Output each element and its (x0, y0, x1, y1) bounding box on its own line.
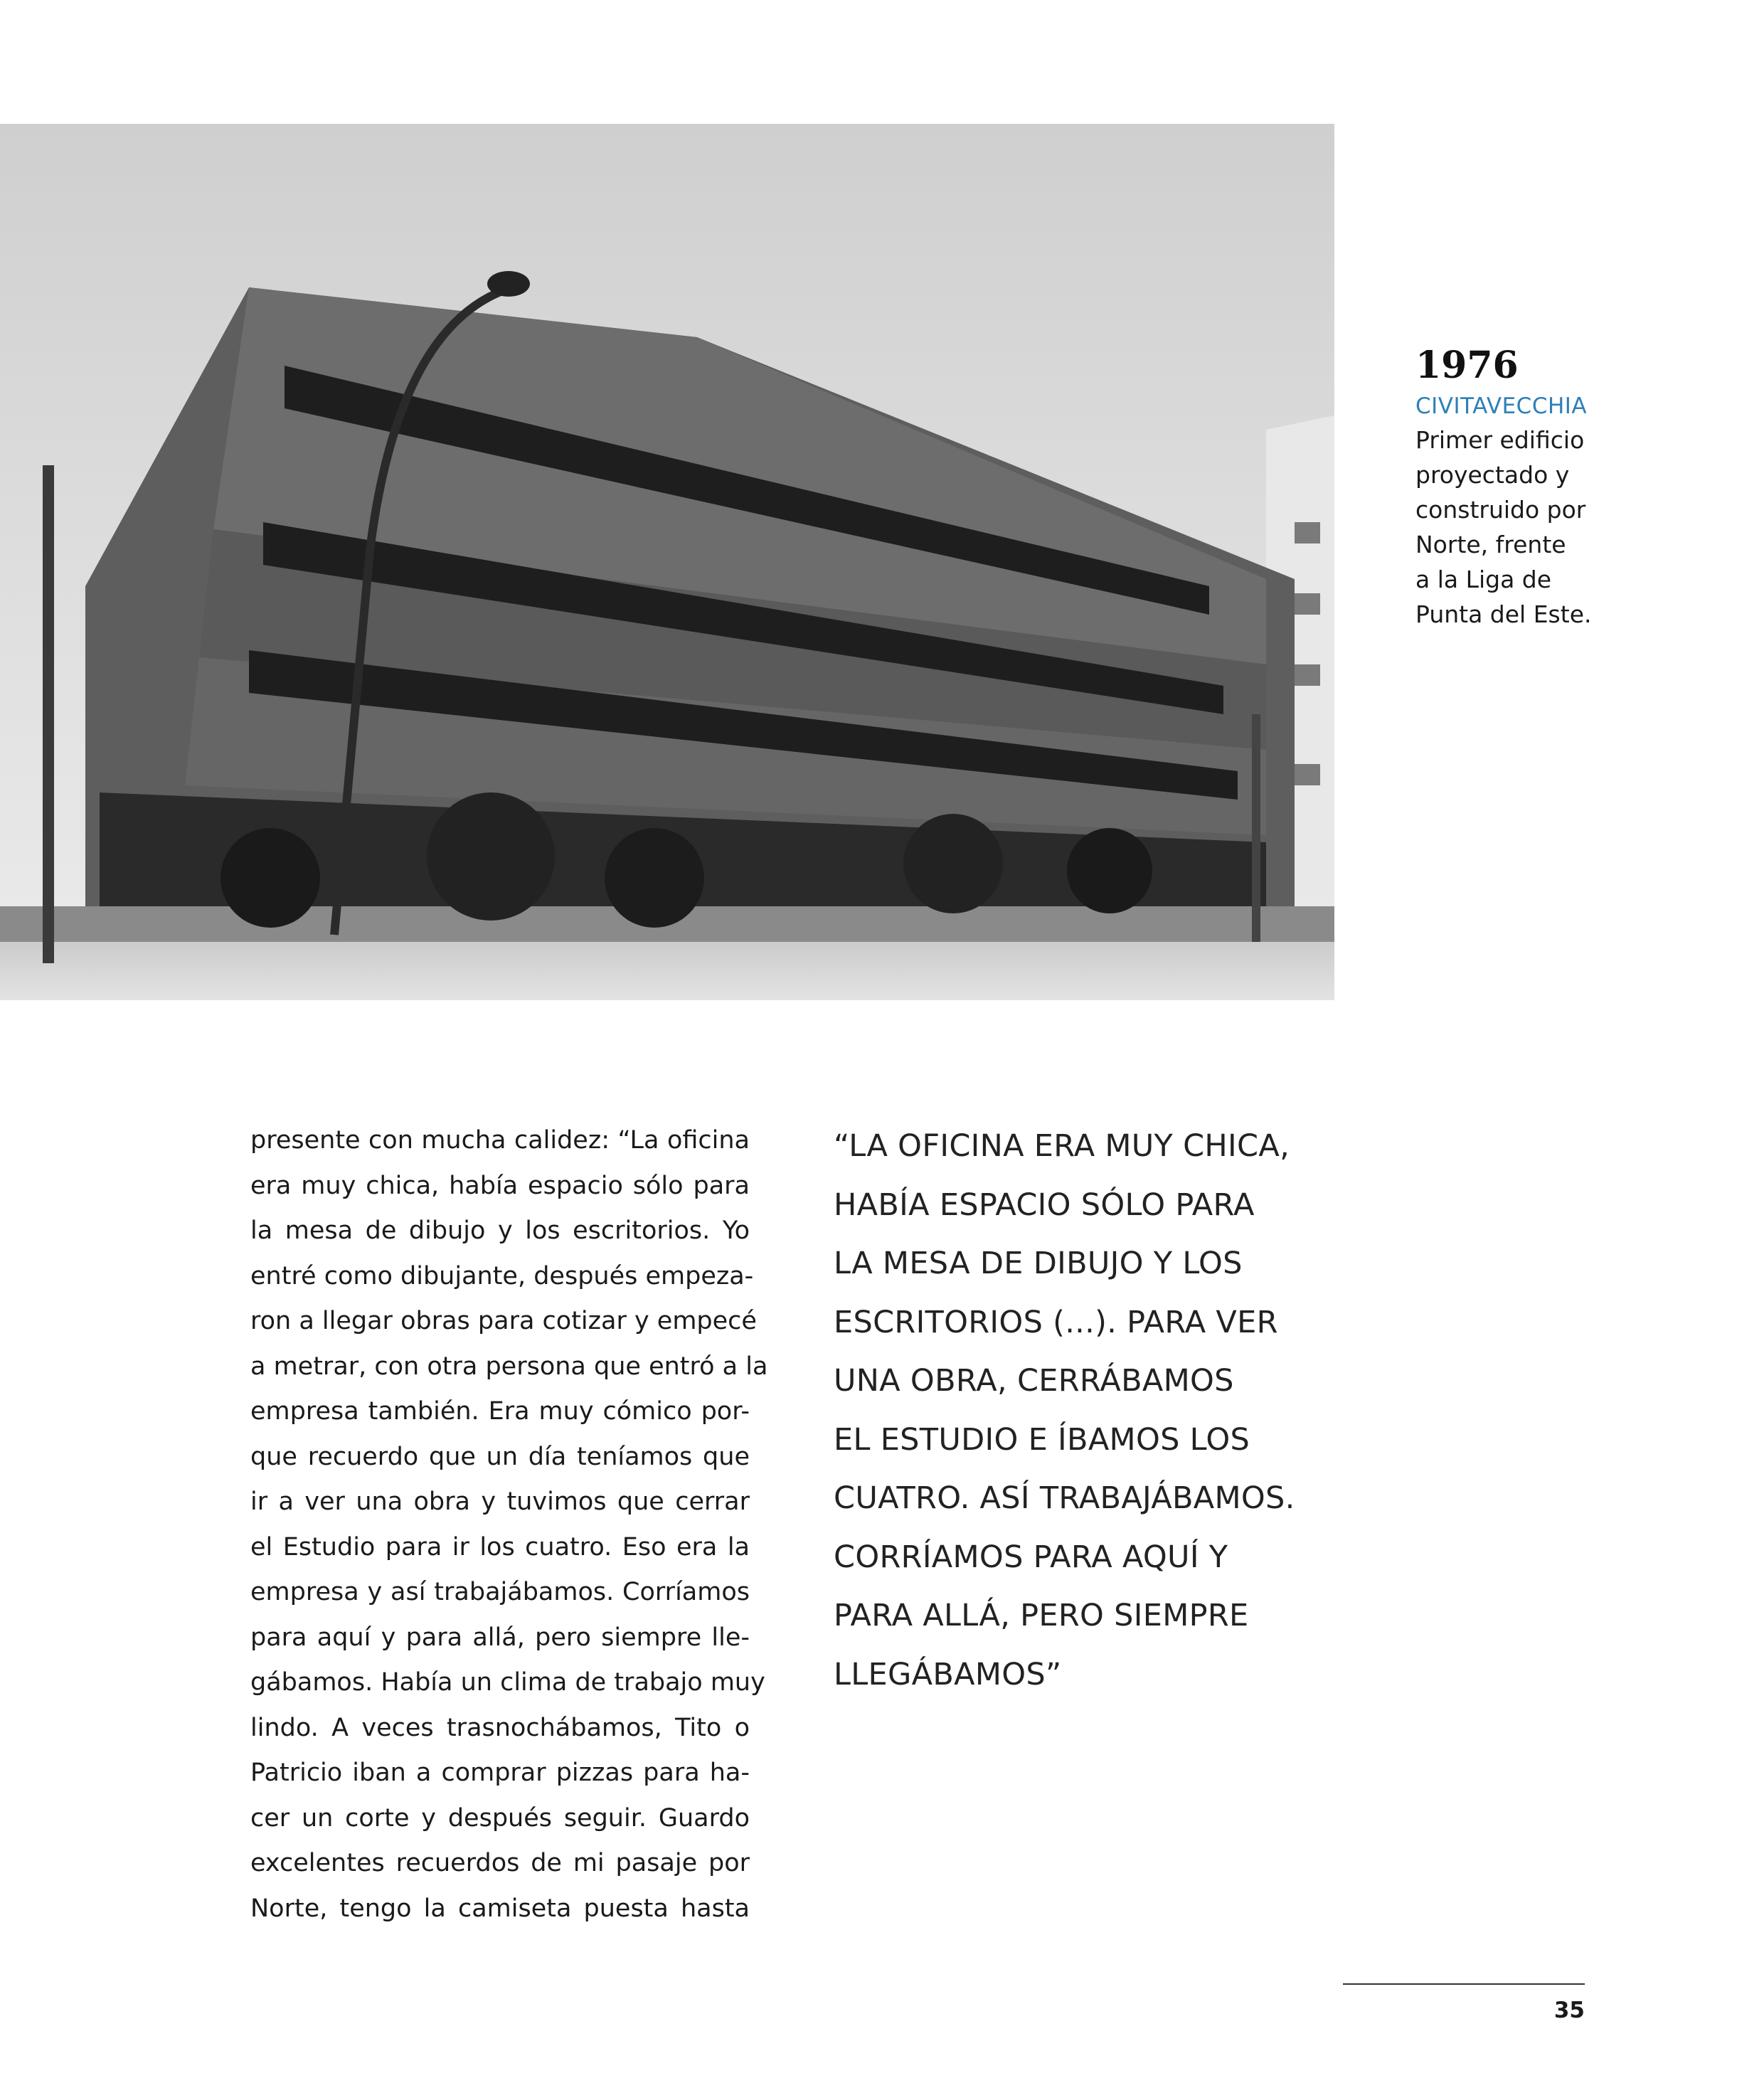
quote-line: UNA OBRA, CERRÁBAMOS (834, 1363, 1234, 1399)
body-line: Patricio iban a comprar pizzas para ha- (250, 1759, 750, 1787)
quote-line: PARA ALLÁ, PERO SIEMPRE (834, 1598, 1249, 1633)
photo-caption (1415, 344, 1615, 632)
caption-line: a la Liga de (1415, 566, 1552, 593)
body-line: que recuerdo que un día teníamos que (250, 1442, 750, 1471)
body-line: entré como dibujante, después empeza- (250, 1261, 754, 1290)
caption-line: Norte, frente (1415, 531, 1566, 558)
body-line: presente con mucha calidez: “La oficina (250, 1126, 750, 1155)
body-line: lindo. A veces trasnochábamos, Tito o (250, 1713, 750, 1742)
body-column (250, 1118, 768, 1931)
pull-quote (834, 1117, 1332, 1704)
body-line: empresa y así trabajábamos. Corríamos (250, 1578, 750, 1606)
body-line: para aquí y para allá, pero siempre lle- (250, 1623, 750, 1652)
quote-line: ESCRITORIOS (...). PARA VER (834, 1304, 1278, 1340)
caption-text (1415, 423, 1615, 632)
quote-line: CUATRO. ASÍ TRABAJÁBAMOS. (834, 1480, 1295, 1516)
quote-line: LA MESA DE DIBUJO Y LOS (834, 1246, 1243, 1281)
body-line: era muy chica, había espacio sólo para (250, 1171, 750, 1200)
body-line: excelentes recuerdos de mi pasaje por (250, 1849, 750, 1877)
quote-line: CORRÍAMOS PARA AQUÍ Y (834, 1539, 1228, 1575)
caption-line: Punta del Este. (1415, 600, 1592, 628)
body-line: la mesa de dibujo y los escritorios. Yo (250, 1216, 750, 1245)
page-number: 35 (1553, 1998, 1585, 2023)
body-line: empresa también. Era muy cómico por- (250, 1397, 750, 1426)
caption-line: construido por (1415, 496, 1586, 524)
body-line: ron a llegar obras para cotizar y empecé (250, 1307, 757, 1335)
body-line: a metrar, con otra persona que entró a la (250, 1352, 768, 1381)
caption-year: 1976 (1415, 344, 1519, 387)
quote-line: “LA OFICINA ERA MUY CHICA, (834, 1128, 1290, 1164)
building-photo (0, 124, 1334, 1000)
folio-rule (1343, 1983, 1585, 1985)
caption-title: CIVITAVECCHIA (1415, 393, 1588, 419)
caption-line: Primer edificio (1415, 426, 1585, 454)
body-line: Norte, tengo la camiseta puesta hasta (250, 1894, 750, 1923)
body-line: cer un corte y después seguir. Guardo (250, 1803, 750, 1833)
quote-line: LLEGÁBAMOS” (834, 1656, 1062, 1692)
body-line: ir a ver una obra y tuvimos que cerrar (250, 1488, 750, 1516)
body-line: gábamos. Había un clima de trabajo muy (250, 1668, 765, 1697)
quote-line: EL ESTUDIO E ÍBAMOS LOS (834, 1421, 1250, 1458)
body-line: el Estudio para ir los cuatro. Eso era la (250, 1532, 750, 1561)
building-photo-illustration (0, 124, 1334, 1000)
caption-line: proyectado y (1415, 461, 1570, 489)
quote-line: HABÍA ESPACIO SÓLO PARA (834, 1187, 1255, 1223)
